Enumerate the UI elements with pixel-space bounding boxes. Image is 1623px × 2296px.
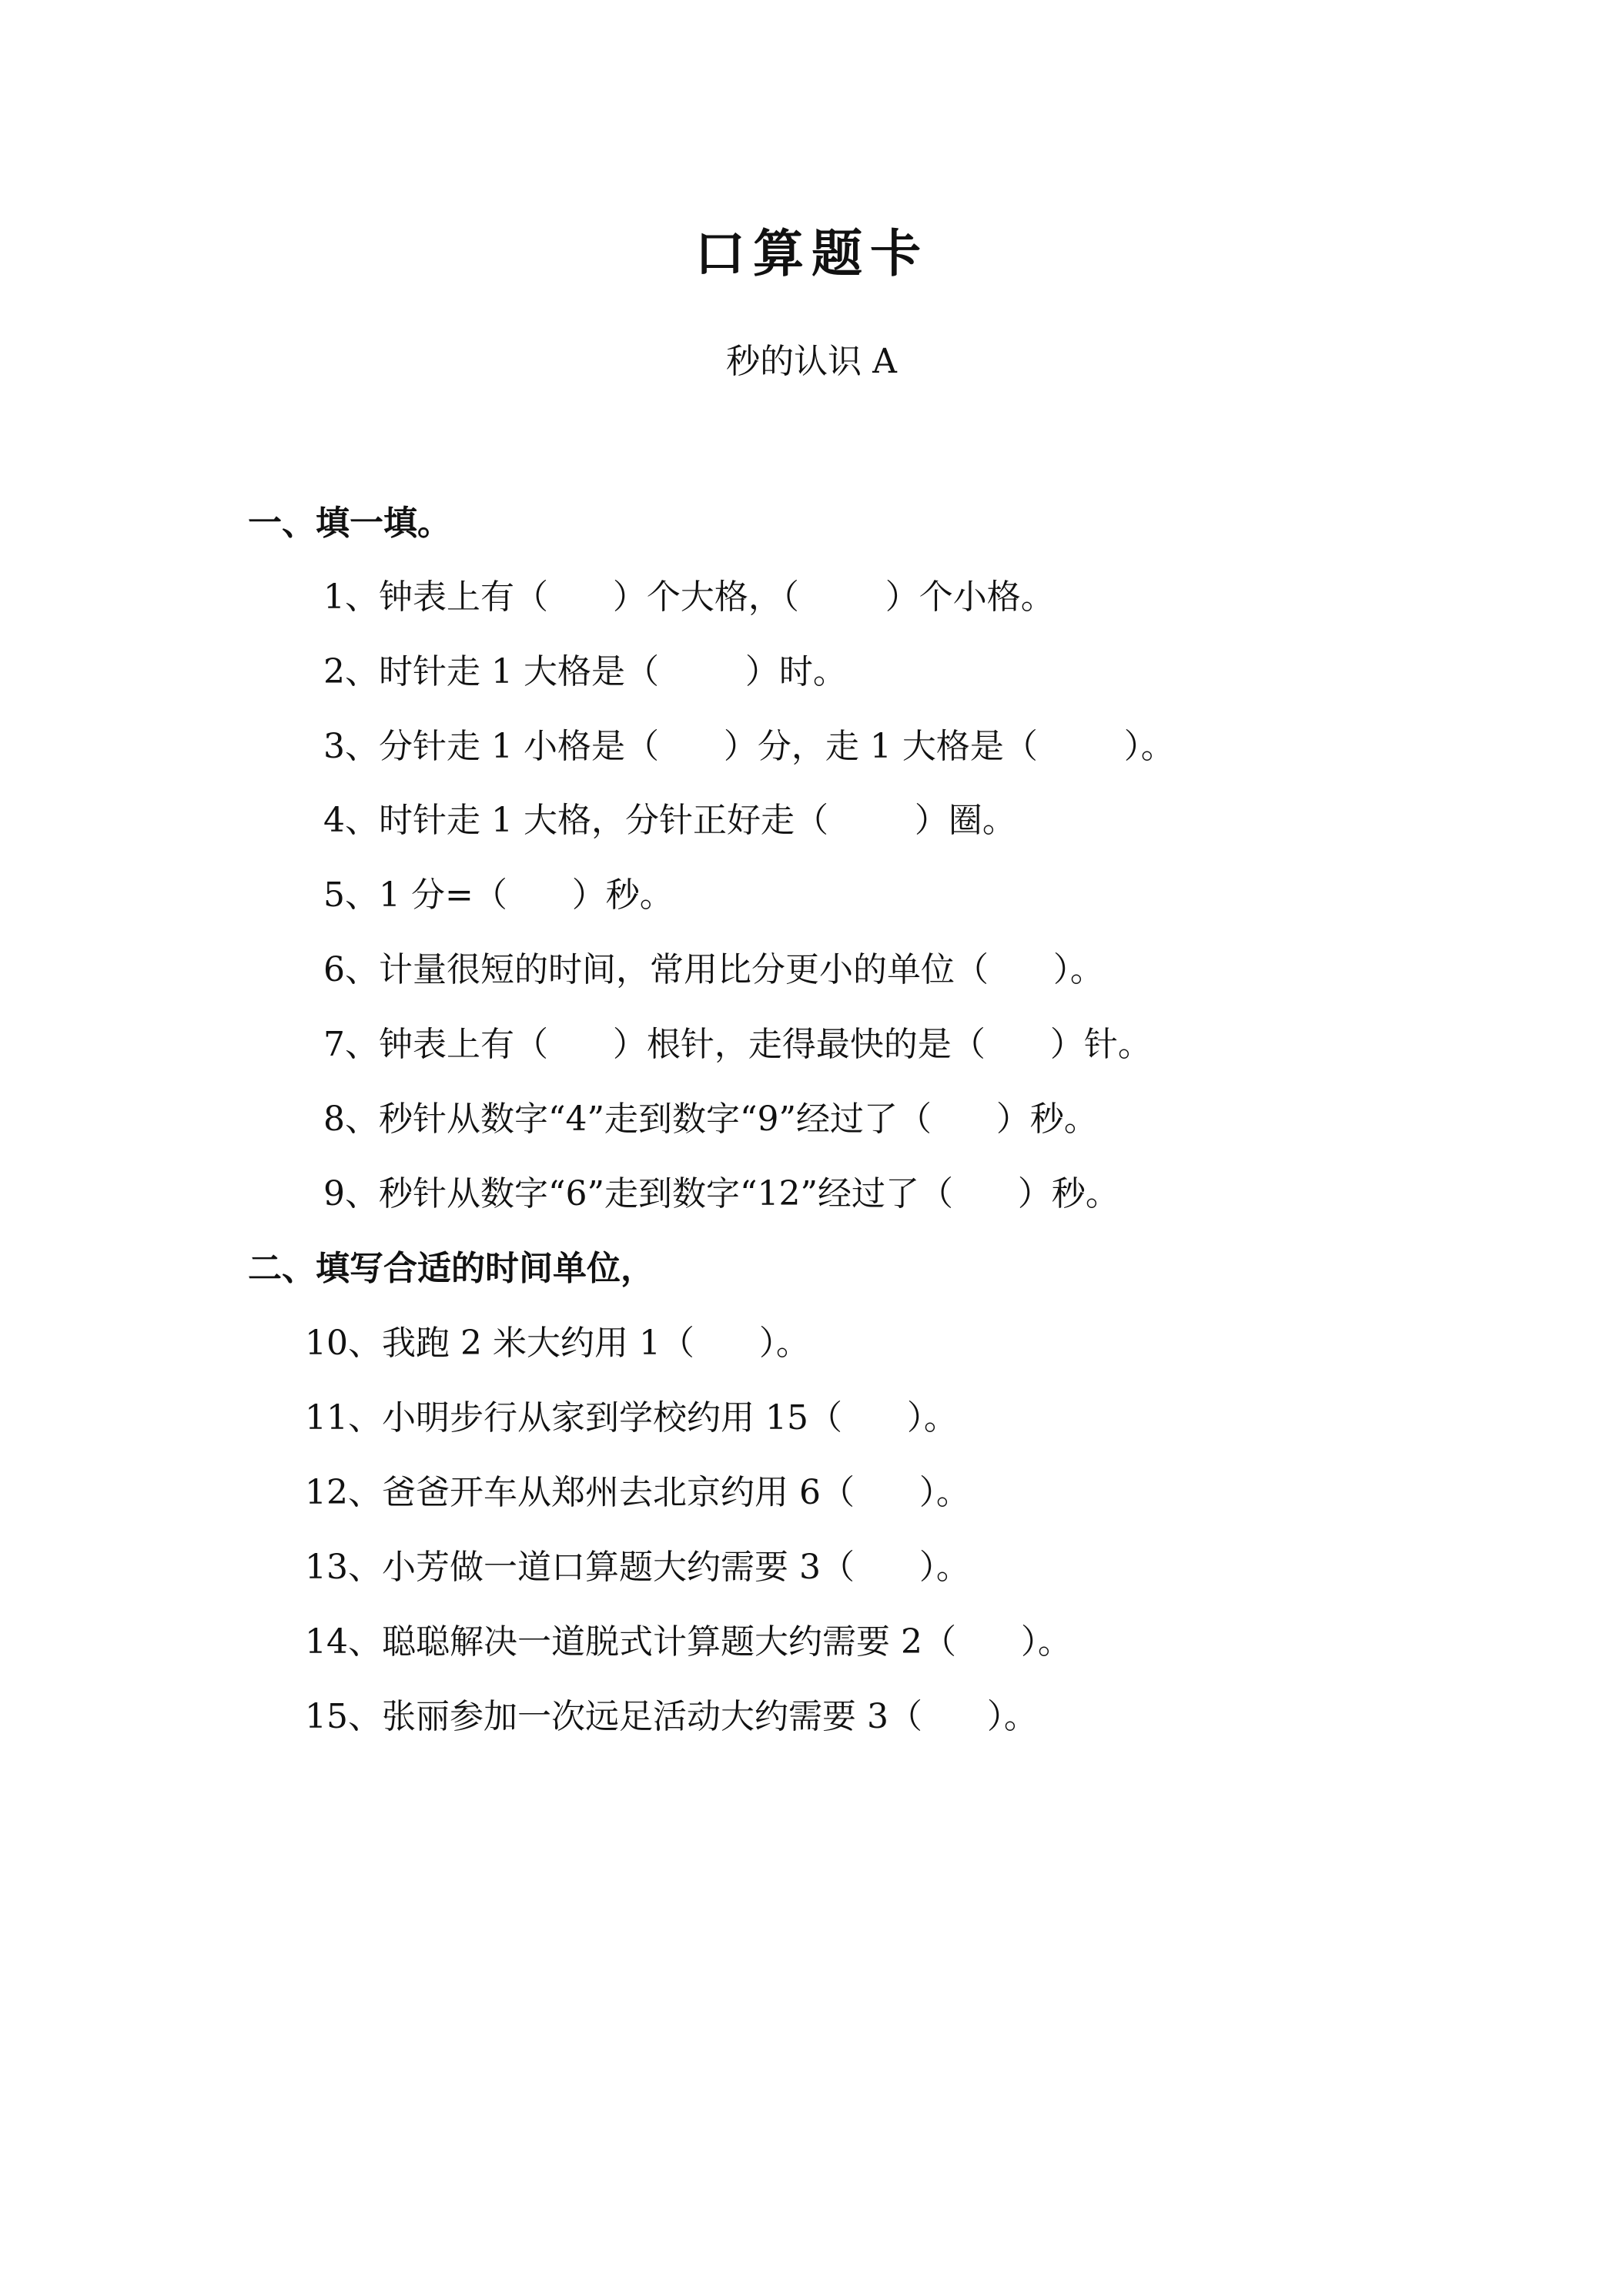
question-7: 7、钟表上有（ ）根针，走得最快的是（ ）针。 xyxy=(323,1025,1152,1064)
question-9: 9、秒针从数字“6”走到数字“12”经过了（ ）秒。 xyxy=(323,1174,1119,1213)
question-15: 15、张丽参加一次远足活动大约需要 3（ ）。 xyxy=(305,1697,1038,1736)
section-heading-time-units: 二、填写合适的时间单位， xyxy=(248,1249,654,1288)
question-5: 5、1 分=（ ）秒。 xyxy=(323,875,674,915)
question-13: 13、小芳做一道口算题大约需要 3（ ）。 xyxy=(305,1548,970,1587)
question-11: 11、小明步行从家到学校约用 15（ ）。 xyxy=(305,1398,958,1438)
question-1: 1、钟表上有（ ）个大格，（ ）个小格。 xyxy=(323,577,1055,617)
question-6: 6、计量很短的时间，常用比分更小的单位（ ）。 xyxy=(323,950,1104,989)
question-3: 3、分针走 1 小格是（ ）分，走 1 大格是（ ）。 xyxy=(323,727,1175,766)
question-12: 12、爸爸开车从郑州去北京约用 6（ ）。 xyxy=(305,1473,970,1512)
question-8: 8、秒针从数字“4”走到数字“9”经过了（ ）秒。 xyxy=(323,1099,1098,1139)
section-heading-fill-in: 一、填一填。 xyxy=(248,504,451,543)
question-4: 4、时针走 1 大格，分针正好走（ ）圈。 xyxy=(323,801,1016,840)
question-10: 10、我跑 2 米大约用 1（ ）。 xyxy=(305,1324,810,1363)
question-2: 2、时针走 1 大格是（ ）时。 xyxy=(323,652,847,691)
page-subtitle: 秒的认识 A xyxy=(726,342,897,381)
page-title: 口算题卡 xyxy=(694,224,929,283)
question-14: 14、聪聪解决一道脱式计算题大约需要 2（ ）。 xyxy=(305,1622,1072,1662)
